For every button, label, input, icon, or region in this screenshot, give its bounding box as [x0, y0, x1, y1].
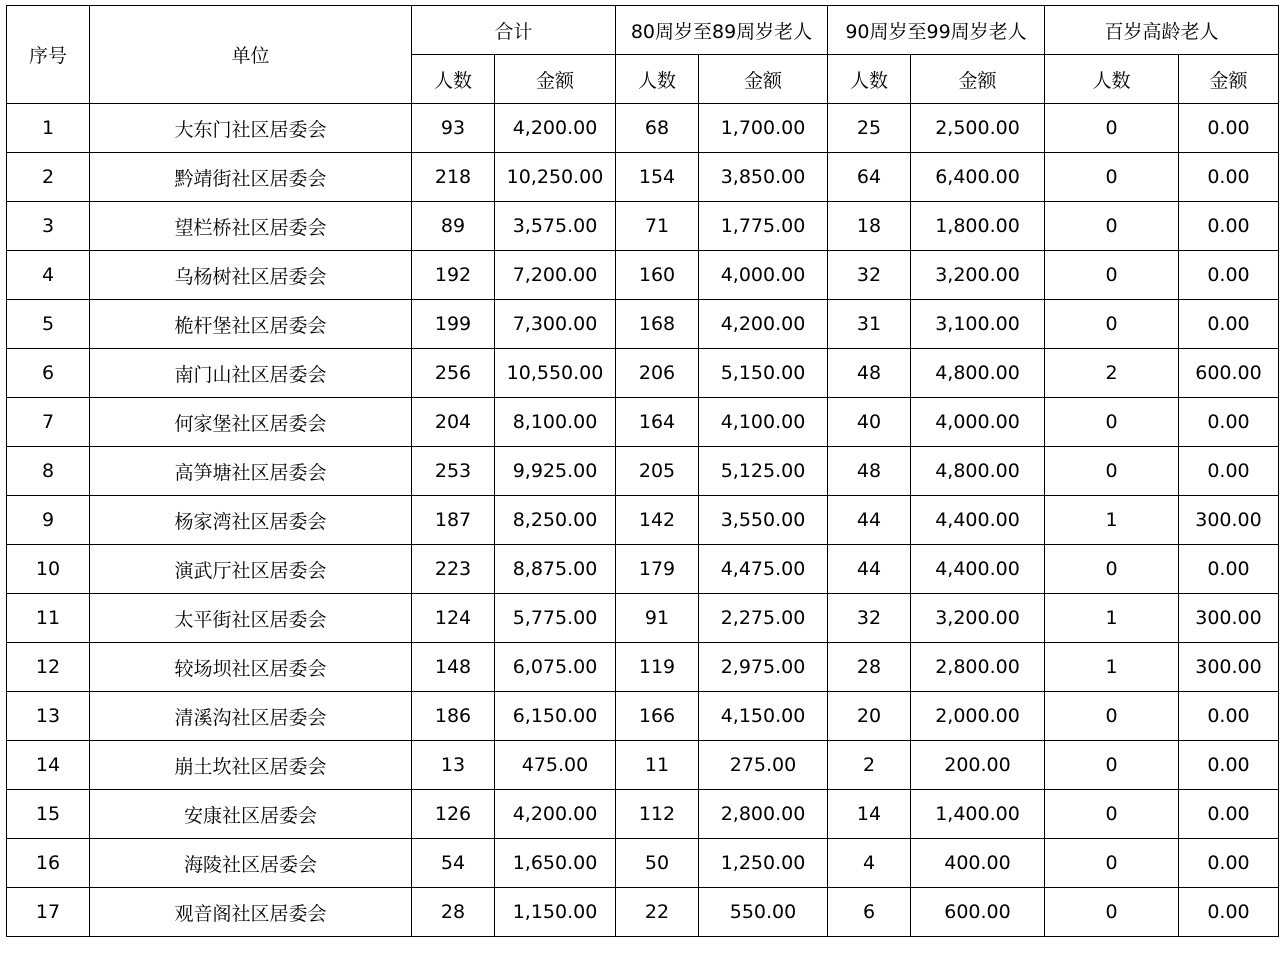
table-header	[7, 6, 1279, 104]
cell-80-89-count: 11	[616, 741, 699, 790]
cell-80-89-amount: 5,125.00	[699, 447, 828, 496]
table-row	[7, 545, 1279, 594]
cell-total-amount: 6,075.00	[495, 643, 616, 692]
cell-80-89-amount: 4,100.00	[699, 398, 828, 447]
cell-centenarian-count: 1	[1045, 496, 1179, 545]
cell-index: 3	[7, 202, 90, 251]
cell-centenarian-amount: 0.00	[1179, 447, 1279, 496]
cell-80-89-count: 179	[616, 545, 699, 594]
table-row	[7, 104, 1279, 153]
table-row	[7, 839, 1279, 888]
cell-total-amount: 3,575.00	[495, 202, 616, 251]
cell-unit: 演武厅社区居委会	[90, 545, 412, 594]
cell-80-89-amount: 5,150.00	[699, 349, 828, 398]
cell-total-count: 256	[412, 349, 495, 398]
table-row	[7, 790, 1279, 839]
cell-centenarian-amount: 0.00	[1179, 790, 1279, 839]
cell-total-count: 186	[412, 692, 495, 741]
cell-total-count: 28	[412, 888, 495, 937]
cell-total-amount: 4,200.00	[495, 790, 616, 839]
table-body	[7, 104, 1279, 937]
cell-index: 8	[7, 447, 90, 496]
cell-index: 14	[7, 741, 90, 790]
cell-total-amount: 4,200.00	[495, 104, 616, 153]
cell-90-99-count: 32	[828, 594, 911, 643]
cell-total-count: 124	[412, 594, 495, 643]
cell-centenarian-count: 0	[1045, 202, 1179, 251]
cell-90-99-count: 44	[828, 496, 911, 545]
cell-centenarian-count: 0	[1045, 888, 1179, 937]
cell-index: 13	[7, 692, 90, 741]
cell-80-89-amount: 550.00	[699, 888, 828, 937]
header-group-total: 合计	[412, 6, 616, 55]
cell-total-count: 126	[412, 790, 495, 839]
cell-index: 1	[7, 104, 90, 153]
cell-80-89-count: 91	[616, 594, 699, 643]
cell-total-count: 187	[412, 496, 495, 545]
cell-90-99-amount: 3,100.00	[911, 300, 1045, 349]
cell-90-99-count: 48	[828, 349, 911, 398]
cell-90-99-amount: 4,800.00	[911, 349, 1045, 398]
table-row	[7, 398, 1279, 447]
cell-90-99-count: 2	[828, 741, 911, 790]
cell-index: 15	[7, 790, 90, 839]
cell-centenarian-count: 0	[1045, 790, 1179, 839]
cell-80-89-amount: 4,150.00	[699, 692, 828, 741]
cell-centenarian-amount: 0.00	[1179, 839, 1279, 888]
cell-unit: 杨家湾社区居委会	[90, 496, 412, 545]
table-row	[7, 202, 1279, 251]
cell-centenarian-amount: 0.00	[1179, 153, 1279, 202]
table-row	[7, 594, 1279, 643]
cell-centenarian-count: 0	[1045, 447, 1179, 496]
cell-centenarian-count: 0	[1045, 251, 1179, 300]
cell-centenarian-count: 2	[1045, 349, 1179, 398]
cell-centenarian-count: 0	[1045, 545, 1179, 594]
cell-80-89-amount: 1,250.00	[699, 839, 828, 888]
cell-90-99-amount: 2,000.00	[911, 692, 1045, 741]
header-amount: 金额	[1179, 55, 1279, 104]
subsidy-table	[6, 5, 1279, 937]
header-index: 序号	[7, 6, 90, 104]
cell-unit: 较场坝社区居委会	[90, 643, 412, 692]
table-row	[7, 251, 1279, 300]
cell-index: 9	[7, 496, 90, 545]
cell-total-amount: 10,550.00	[495, 349, 616, 398]
cell-centenarian-count: 0	[1045, 153, 1179, 202]
cell-90-99-amount: 4,400.00	[911, 545, 1045, 594]
header-amount: 金额	[495, 55, 616, 104]
cell-index: 2	[7, 153, 90, 202]
cell-index: 16	[7, 839, 90, 888]
cell-80-89-count: 22	[616, 888, 699, 937]
cell-index: 11	[7, 594, 90, 643]
cell-80-89-count: 142	[616, 496, 699, 545]
cell-centenarian-amount: 0.00	[1179, 741, 1279, 790]
cell-total-amount: 7,300.00	[495, 300, 616, 349]
cell-90-99-amount: 4,000.00	[911, 398, 1045, 447]
cell-centenarian-amount: 300.00	[1179, 496, 1279, 545]
cell-index: 17	[7, 888, 90, 937]
cell-90-99-count: 14	[828, 790, 911, 839]
cell-total-count: 13	[412, 741, 495, 790]
cell-90-99-count: 4	[828, 839, 911, 888]
cell-total-amount: 1,650.00	[495, 839, 616, 888]
cell-80-89-count: 166	[616, 692, 699, 741]
cell-90-99-amount: 1,400.00	[911, 790, 1045, 839]
cell-unit: 乌杨树社区居委会	[90, 251, 412, 300]
cell-80-89-amount: 3,850.00	[699, 153, 828, 202]
table-row	[7, 692, 1279, 741]
cell-total-count: 218	[412, 153, 495, 202]
cell-90-99-amount: 6,400.00	[911, 153, 1045, 202]
table-row	[7, 643, 1279, 692]
cell-centenarian-amount: 0.00	[1179, 300, 1279, 349]
cell-80-89-amount: 275.00	[699, 741, 828, 790]
cell-unit: 安康社区居委会	[90, 790, 412, 839]
cell-centenarian-amount: 0.00	[1179, 692, 1279, 741]
cell-80-89-count: 168	[616, 300, 699, 349]
cell-total-count: 192	[412, 251, 495, 300]
header-count: 人数	[412, 55, 495, 104]
table-row	[7, 888, 1279, 937]
cell-total-count: 93	[412, 104, 495, 153]
cell-index: 4	[7, 251, 90, 300]
cell-unit: 观音阁社区居委会	[90, 888, 412, 937]
cell-total-amount: 475.00	[495, 741, 616, 790]
cell-centenarian-amount: 0.00	[1179, 104, 1279, 153]
cell-90-99-amount: 1,800.00	[911, 202, 1045, 251]
cell-80-89-count: 112	[616, 790, 699, 839]
cell-total-count: 199	[412, 300, 495, 349]
cell-centenarian-amount: 600.00	[1179, 349, 1279, 398]
cell-total-count: 148	[412, 643, 495, 692]
cell-90-99-count: 25	[828, 104, 911, 153]
cell-90-99-amount: 4,400.00	[911, 496, 1045, 545]
table-row	[7, 741, 1279, 790]
header-row-groups	[7, 6, 1279, 55]
header-count: 人数	[616, 55, 699, 104]
header-count: 人数	[1045, 55, 1179, 104]
cell-unit: 高笋塘社区居委会	[90, 447, 412, 496]
header-amount: 金额	[911, 55, 1045, 104]
cell-unit: 桅杆堡社区居委会	[90, 300, 412, 349]
cell-total-amount: 1,150.00	[495, 888, 616, 937]
cell-80-89-count: 205	[616, 447, 699, 496]
cell-80-89-count: 50	[616, 839, 699, 888]
cell-total-amount: 8,250.00	[495, 496, 616, 545]
cell-90-99-amount: 400.00	[911, 839, 1045, 888]
cell-80-89-count: 160	[616, 251, 699, 300]
cell-80-89-amount: 3,550.00	[699, 496, 828, 545]
cell-centenarian-amount: 300.00	[1179, 594, 1279, 643]
cell-centenarian-count: 1	[1045, 643, 1179, 692]
cell-90-99-count: 48	[828, 447, 911, 496]
cell-total-count: 204	[412, 398, 495, 447]
cell-80-89-amount: 1,775.00	[699, 202, 828, 251]
cell-90-99-count: 20	[828, 692, 911, 741]
cell-80-89-count: 206	[616, 349, 699, 398]
cell-centenarian-amount: 0.00	[1179, 202, 1279, 251]
cell-centenarian-count: 0	[1045, 692, 1179, 741]
cell-total-count: 223	[412, 545, 495, 594]
header-group-90-99: 90周岁至99周岁老人	[828, 6, 1045, 55]
cell-90-99-amount: 4,800.00	[911, 447, 1045, 496]
cell-unit: 望栏桥社区居委会	[90, 202, 412, 251]
cell-centenarian-amount: 0.00	[1179, 888, 1279, 937]
cell-90-99-count: 40	[828, 398, 911, 447]
cell-index: 5	[7, 300, 90, 349]
cell-90-99-amount: 200.00	[911, 741, 1045, 790]
cell-total-amount: 8,100.00	[495, 398, 616, 447]
table-row	[7, 447, 1279, 496]
cell-unit: 何家堡社区居委会	[90, 398, 412, 447]
table-row	[7, 496, 1279, 545]
cell-80-89-amount: 1,700.00	[699, 104, 828, 153]
cell-90-99-count: 28	[828, 643, 911, 692]
cell-unit: 黔靖街社区居委会	[90, 153, 412, 202]
cell-centenarian-amount: 0.00	[1179, 251, 1279, 300]
cell-90-99-amount: 600.00	[911, 888, 1045, 937]
cell-90-99-count: 6	[828, 888, 911, 937]
cell-80-89-amount: 2,275.00	[699, 594, 828, 643]
cell-80-89-count: 71	[616, 202, 699, 251]
cell-total-amount: 9,925.00	[495, 447, 616, 496]
cell-index: 7	[7, 398, 90, 447]
cell-80-89-amount: 2,800.00	[699, 790, 828, 839]
header-group-centenarian: 百岁高龄老人	[1045, 6, 1279, 55]
cell-total-count: 54	[412, 839, 495, 888]
header-amount: 金额	[699, 55, 828, 104]
cell-total-count: 253	[412, 447, 495, 496]
cell-80-89-count: 164	[616, 398, 699, 447]
cell-centenarian-count: 0	[1045, 839, 1179, 888]
cell-total-amount: 7,200.00	[495, 251, 616, 300]
header-unit: 单位	[90, 6, 412, 104]
cell-90-99-count: 18	[828, 202, 911, 251]
cell-index: 6	[7, 349, 90, 398]
cell-90-99-amount: 2,800.00	[911, 643, 1045, 692]
cell-80-89-count: 154	[616, 153, 699, 202]
cell-90-99-amount: 3,200.00	[911, 594, 1045, 643]
cell-centenarian-amount: 0.00	[1179, 398, 1279, 447]
cell-unit: 海陵社区居委会	[90, 839, 412, 888]
cell-90-99-count: 31	[828, 300, 911, 349]
table-row	[7, 349, 1279, 398]
cell-80-89-count: 119	[616, 643, 699, 692]
cell-unit: 太平街社区居委会	[90, 594, 412, 643]
cell-centenarian-count: 1	[1045, 594, 1179, 643]
cell-80-89-amount: 4,475.00	[699, 545, 828, 594]
table-row	[7, 153, 1279, 202]
cell-total-amount: 10,250.00	[495, 153, 616, 202]
cell-total-count: 89	[412, 202, 495, 251]
cell-80-89-count: 68	[616, 104, 699, 153]
cell-centenarian-amount: 300.00	[1179, 643, 1279, 692]
header-count: 人数	[828, 55, 911, 104]
cell-90-99-amount: 2,500.00	[911, 104, 1045, 153]
cell-centenarian-count: 0	[1045, 398, 1179, 447]
cell-centenarian-count: 0	[1045, 300, 1179, 349]
cell-80-89-amount: 2,975.00	[699, 643, 828, 692]
cell-90-99-count: 32	[828, 251, 911, 300]
cell-90-99-amount: 3,200.00	[911, 251, 1045, 300]
cell-90-99-count: 64	[828, 153, 911, 202]
cell-unit: 大东门社区居委会	[90, 104, 412, 153]
cell-total-amount: 6,150.00	[495, 692, 616, 741]
header-group-80-89: 80周岁至89周岁老人	[616, 6, 828, 55]
cell-centenarian-amount: 0.00	[1179, 545, 1279, 594]
cell-total-amount: 8,875.00	[495, 545, 616, 594]
cell-centenarian-count: 0	[1045, 741, 1179, 790]
cell-total-amount: 5,775.00	[495, 594, 616, 643]
cell-index: 10	[7, 545, 90, 594]
cell-index: 12	[7, 643, 90, 692]
cell-80-89-amount: 4,200.00	[699, 300, 828, 349]
cell-unit: 清溪沟社区居委会	[90, 692, 412, 741]
cell-centenarian-count: 0	[1045, 104, 1179, 153]
table-row	[7, 300, 1279, 349]
cell-90-99-count: 44	[828, 545, 911, 594]
cell-unit: 南门山社区居委会	[90, 349, 412, 398]
cell-80-89-amount: 4,000.00	[699, 251, 828, 300]
cell-unit: 崩土坎社区居委会	[90, 741, 412, 790]
